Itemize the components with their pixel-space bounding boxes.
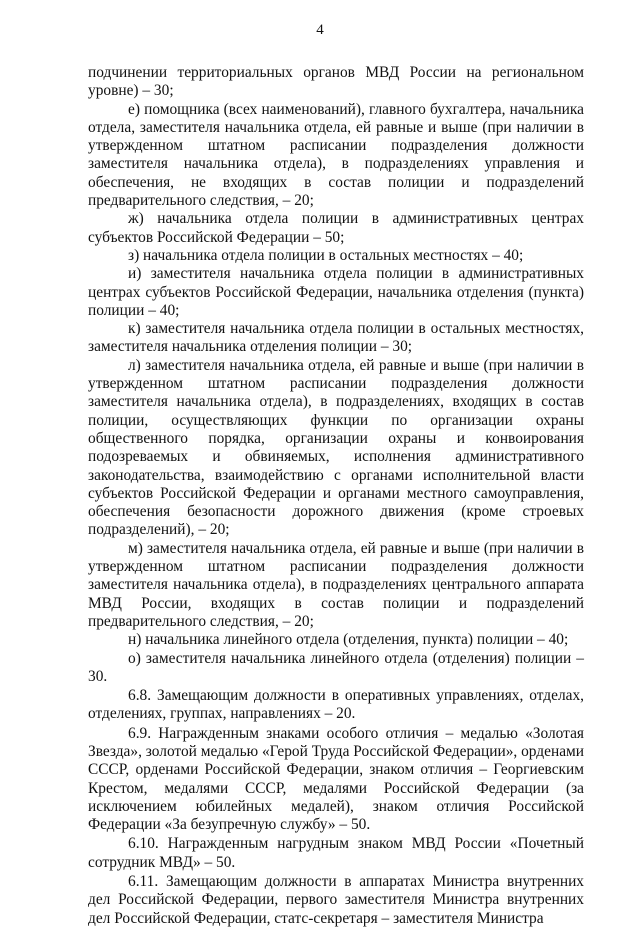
paragraph-item-e: е) помощника (всех наименований), главного бухгалтера, начальника отдела, заместителя начальника отдела, ей равные и выше (при наличии в утвержденном штатном расписании подразделения должности заместителя начальника отдела), в подразделениях управления и обеспечения, не входящих в состав полиции и подразделений предварительного следствия, – 20; <box>88 100 584 210</box>
page-number: 4 <box>316 22 324 38</box>
paragraph-item-l: л) заместителя начальника отдела, ей равные и выше (при наличии в утвержденном штатном расписании подразделения должности заместителя начальника отдела), в подразделениях, входящих в состав полиции, осуществляющих функции по организации охраны общественного порядка, организации охраны и конвоирования подозреваемых и обвиняемых, исполнения административного законодательства, взаимодействию с органами исполнительной власти субъектов Российской Федерации и органами местного самоуправления, обеспечения безопасности дорожного движения (кроме строевых подразделений), – 20; <box>88 356 584 539</box>
paragraph-continuation: подчинении территориальных органов МВД России на региональном уровне) – 30; <box>88 64 584 100</box>
paragraph-item-m: м) заместителя начальника отдела, ей равные и выше (при наличии в утвержденном штатном расписании подразделения должности заместителя начальника отдела), в подразделениях центрального аппарата МВД России, входящих в состав полиции и подразделений предварительного следствия, – 20; <box>88 539 584 630</box>
section-6-8: 6.8. Замещающим должности в оперативных управлениях, отделах, отделениях, группах, направлениях – 20. <box>88 687 584 723</box>
paragraph-item-zh: ж) начальника отдела полиции в административных центрах субъектов Российской Федерации – 50; <box>88 210 584 246</box>
paragraph-item-o: о) заместителя начальника линейного отдела (отделения) полиции – 30. <box>88 649 584 685</box>
paragraph-item-i: и) заместителя начальника отдела полиции в административных центрах субъектов Российской Федерации, начальника отделения (пункта) полиции – 40; <box>88 265 584 319</box>
document-body <box>88 64 584 928</box>
section-6-9: 6.9. Награжденным знаками особого отличия – медалью «Золотая Звезда», золотой медалью «Герой Труда Российской Федерации», орденами СССР, орденами Российской Федерации, знаком отличия – Георгиевским Крестом, медалями СССР, медалями Российской Федерации (за исключением юбилейных медалей), знаком отличия Российской Федерации «За безупречную службу» – 50. <box>88 724 584 834</box>
paragraph-item-k: к) заместителя начальника отдела полиции в остальных местностях, заместителя начальника отделения полиции – 30; <box>88 320 584 356</box>
section-6-10: 6.10. Награжденным нагрудным знаком МВД России «Почетный сотрудник МВД» – 50. <box>88 835 584 871</box>
section-6-11: 6.11. Замещающим должности в аппаратах Министра внутренних дел Российской Федерации, первого заместителя Министра внутренних дел Российской Федерации, статс-секретаря – заместителя Министра <box>88 873 584 927</box>
paragraph-item-n: н) начальника линейного отдела (отделения, пункта) полиции – 40; <box>128 631 569 649</box>
paragraph-item-z: з) начальника отдела полиции в остальных местностях – 40; <box>128 246 524 264</box>
